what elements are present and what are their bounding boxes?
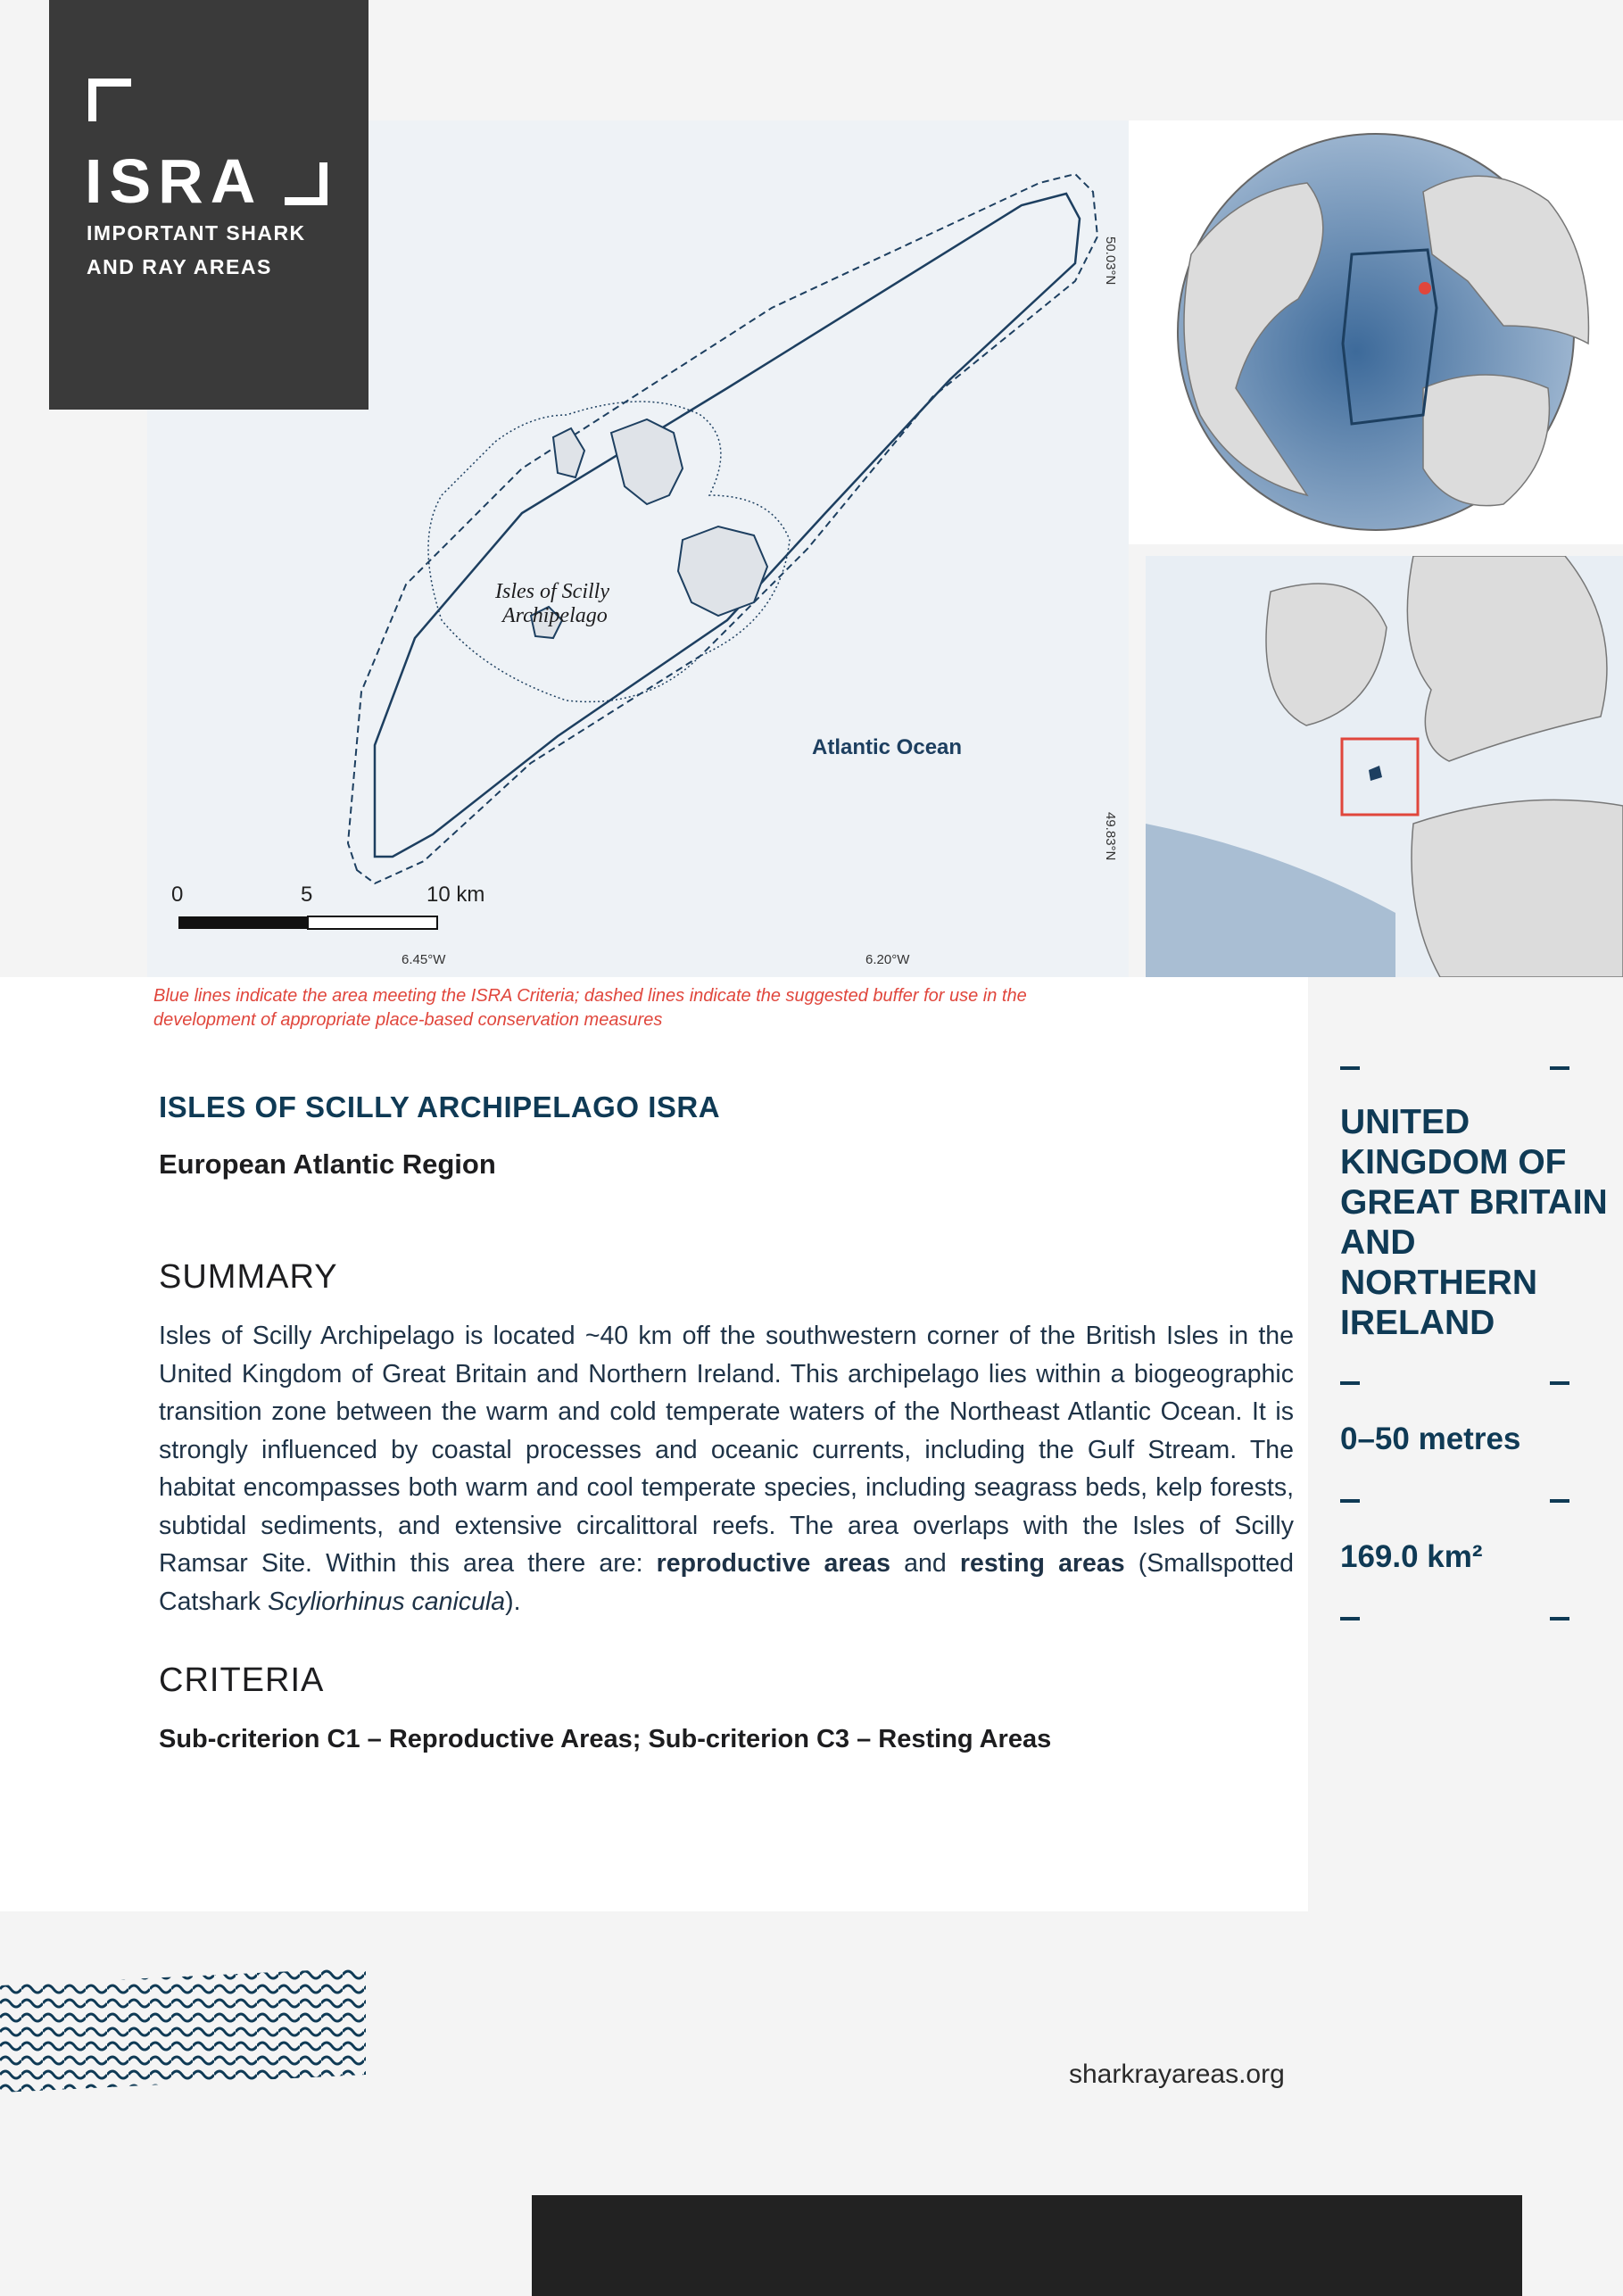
sidebar-area: 169.0 km² xyxy=(1340,1539,1483,1574)
logo-line1: IMPORTANT SHARK xyxy=(87,221,306,245)
logo-bracket-top xyxy=(88,79,131,121)
region-name: European Atlantic Region xyxy=(159,1148,496,1180)
sidebar-country: UNITED KINGDOM OF GREAT BRITAIN AND NORTHERN IRELAND xyxy=(1340,1103,1608,1342)
lon-label-left: 6.45°W xyxy=(402,952,446,967)
sidebar-dash xyxy=(1340,1617,1360,1620)
logo-line2: AND RAY AREAS xyxy=(87,255,272,278)
island-tresco xyxy=(611,419,683,504)
summary-bold-reproductive: reproductive areas xyxy=(656,1549,890,1578)
summary-and: and xyxy=(890,1549,960,1578)
isra-boundary xyxy=(375,194,1080,857)
globe-land-africa xyxy=(1423,375,1549,506)
inset-svg xyxy=(1146,556,1623,977)
summary-species-close: ). xyxy=(505,1587,521,1616)
criteria-heading: CRITERIA xyxy=(159,1662,325,1699)
page-title: ISLES OF SCILLY ARCHIPELAGO ISRA xyxy=(159,1090,721,1123)
globe-svg xyxy=(1129,120,1623,544)
inset-locator xyxy=(1146,556,1623,977)
logo-word: ISRA xyxy=(85,146,263,216)
map-label-isles-line1: Isles of Scilly xyxy=(495,580,609,603)
island-bryher xyxy=(553,428,584,477)
summary-bold-resting: resting areas xyxy=(959,1549,1125,1578)
map-caption: Blue lines indicate the area meeting the ISRA Criteria; dashed lines indicate the suggested buffer for use in the development of appropriate place-based conservation measures xyxy=(153,986,1027,1030)
criteria-text: Sub-criterion C1 – Reproductive Areas; Sub-criterion C3 – Resting Areas xyxy=(159,1725,1052,1753)
logo-bracket-bottom xyxy=(285,162,327,205)
sidebar-dash xyxy=(1550,1499,1569,1503)
globe-location-dot xyxy=(1419,282,1431,294)
lon-label-right: 6.20°W xyxy=(865,952,910,967)
sidebar-dash xyxy=(1550,1381,1569,1385)
scale-bar-white xyxy=(308,916,437,929)
sidebar-dash xyxy=(1550,1617,1569,1620)
summary-text xyxy=(159,1317,1294,1620)
map-label-isles-line2: Archipelago xyxy=(502,604,608,627)
scale-bar-black xyxy=(178,916,308,929)
map-label-ocean: Atlantic Ocean xyxy=(812,735,963,759)
sidebar-dash xyxy=(1340,1499,1360,1503)
sidebar-dash xyxy=(1550,1066,1569,1070)
globe-locator xyxy=(1129,120,1623,544)
sidebar-dash xyxy=(1340,1381,1360,1385)
summary-body: Isles of Scilly Archipelago is located ~40 km off the southwestern corner of the British Isles in the United Kingdom of Great Britain and Northern Ireland. This archipelago lies within a biogeographic transition zone between the warm and cold temperate waters of the Northeast Atlantic Ocean. It is strongly influenced by coastal processes and oceanic currents, including the Gulf Stream. The habitat encompasses both warm and cool temperate species, including seagrass beds, kelp forests, subtidal sediments, and extensive circalittoral reefs. The area overlaps with the Isles of Scilly Ramsar Site. Within this area there are: xyxy=(159,1322,1294,1578)
isra-logo xyxy=(49,0,368,410)
lat-label-top: 50.03°N xyxy=(1103,236,1118,286)
wave-pattern xyxy=(0,1968,366,2093)
lat-label-bottom: 49.83°N xyxy=(1103,812,1118,861)
scale-10: 10 km xyxy=(426,883,485,907)
summary-species-open: (Smallspotted Catshark xyxy=(159,1549,1294,1616)
island-st-marys xyxy=(678,526,767,616)
summary-species-italic: Scyliorhinus canicula xyxy=(267,1587,506,1616)
sidebar-dash xyxy=(1340,1066,1360,1070)
footer-black-bar xyxy=(532,2195,1522,2296)
scale-5: 5 xyxy=(301,883,313,907)
scale-0: 0 xyxy=(171,883,184,907)
footer-url[interactable]: sharkrayareas.org xyxy=(1069,2060,1285,2089)
summary-heading: SUMMARY xyxy=(159,1258,338,1296)
sidebar-depth: 0–50 metres xyxy=(1340,1422,1521,1456)
inset-france xyxy=(1412,800,1623,977)
